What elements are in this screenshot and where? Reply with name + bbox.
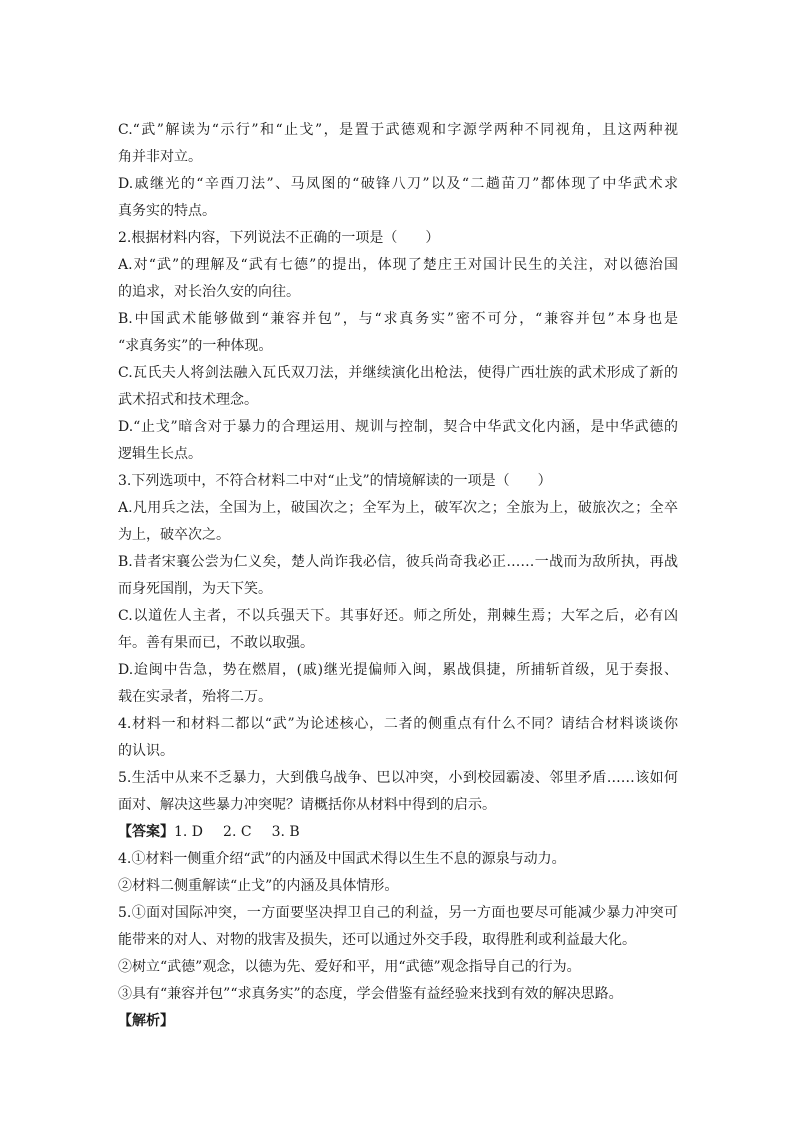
q3-option-a-line-2: 为上，破卒次之。 xyxy=(118,527,230,543)
q3-option-d-line-2: 载在实录者，殆将二万。 xyxy=(118,689,272,705)
q2-option-d-line-1: D.“止戈”暗含对于暴力的合理运用、规训与控制，契合中华武文化内涵，是中华武德的 xyxy=(118,419,678,435)
answer-1: 1. D xyxy=(174,824,204,840)
q3-option-d-line-1: D.迨闽中告急，势在燃眉，(戚)继光提偏师入闽，累战俱捷，所捕斩首级，见于奏报、 xyxy=(118,662,678,678)
q2-option-a-line-1: A.对“武”的理解及“武有七德”的提出，体现了楚庄王对国计民生的关注，对以德治国 xyxy=(118,257,678,273)
answer-3: 3. B xyxy=(271,824,300,840)
q3-stem: 3.下列选项中，不符合材料二中对“止戈”的情境解读的一项是（ ） xyxy=(118,473,552,489)
q3-option-c-line-1: C.以道佐人主者，不以兵强天下。其事好还。师之所处，荆棘生焉；大军之后，必有凶 xyxy=(118,608,678,624)
q4-line-1: 4.材料一和材料二都以“武”为论述核心，二者的侧重点有什么不同？请结合材料谈谈你 xyxy=(118,716,678,732)
answer-2: 2. C xyxy=(223,824,252,840)
q3-option-b-line-1: B.昔者宋襄公尝为仁义矣，楚人尚诈我必信，彼兵尚奇我必正……一战而为敌所执，再战 xyxy=(118,554,678,570)
q2-option-b-line-1: B.中国武术能够做到“兼容并包”，与“求真务实”密不可分，“兼容并包”本身也是 xyxy=(118,311,678,327)
answer-4-part-1: 4.①材料一侧重介绍“武”的内涵及中国武术得以生生不息的源泉与动力。 xyxy=(118,851,566,867)
q2-option-a-line-2: 的追求，对长治久安的向往。 xyxy=(118,284,300,300)
q2-option-c-line-2: 武术招式和技术理念。 xyxy=(118,392,258,408)
answer-5-part-1-line-1: 5.①面对国际冲突，一方面要坚决捍卫自己的利益，另一方面也要尽可能减少暴力冲突可 xyxy=(118,905,678,921)
answer-label: 【答案】 xyxy=(118,824,174,840)
q1-option-c-line-2: 角并非对立。 xyxy=(118,149,202,165)
q1-option-d-line-2: 真务实的特点。 xyxy=(118,203,216,219)
q2-option-b-line-2: “求真务实”的一种体现。 xyxy=(118,338,273,354)
document-page xyxy=(118,117,678,1035)
q1-option-c-line-1: C.“武”解读为“示行”和“止戈”，是置于武德观和字源学两种不同视角，且这两种视 xyxy=(118,122,678,138)
answer-5-part-1-line-2: 能带来的对人、对物的戕害及损失，还可以通过外交手段，取得胜利或利益最大化。 xyxy=(118,932,636,948)
q2-stem: 2.根据材料内容，下列说法不正确的一项是（ ） xyxy=(118,230,440,246)
q5-line-1: 5.生活中从来不乏暴力，大到俄乌战争、巴以冲突，小到校园霸凌、邻里矛盾……该如何 xyxy=(118,770,678,786)
answer-5-part-2: ②树立“武德”观念，以德为先、爱好和平，用“武德”观念指导自己的行为。 xyxy=(118,959,581,975)
answer-row xyxy=(118,819,678,846)
q4-line-2: 的认识。 xyxy=(118,743,174,759)
q5-line-2: 面对、解决这些暴力冲突呢？请概括你从材料中得到的启示。 xyxy=(118,797,496,813)
analysis-label: 【解析】 xyxy=(118,1013,174,1029)
answer-4-part-2: ②材料二侧重解读“止戈”的内涵及具体情形。 xyxy=(118,878,399,894)
q3-option-c-line-2: 年。善有果而已，不敢以取强。 xyxy=(118,635,314,651)
q2-option-c-line-1: C.瓦氏夫人将剑法融入瓦氏双刀法，并继续演化出枪法，使得广西壮族的武术形成了新的 xyxy=(118,365,678,381)
q3-option-a-line-1: A.凡用兵之法，全国为上，破国次之；全军为上，破军次之；全旅为上，破旅次之；全卒 xyxy=(118,500,678,516)
q3-option-b-line-2: 而身死国削，为天下笑。 xyxy=(118,581,272,597)
q1-option-d-line-1: D.戚继光的“辛酉刀法”、马凤图的“破锋八刀”以及“二趟苗刀”都体现了中华武术求 xyxy=(118,176,678,192)
answer-5-part-3: ③具有“兼容并包”“求真务实”的态度，学会借鉴有益经验来找到有效的解决思路。 xyxy=(118,986,623,1002)
q2-option-d-line-2: 逻辑生长点。 xyxy=(118,446,202,462)
